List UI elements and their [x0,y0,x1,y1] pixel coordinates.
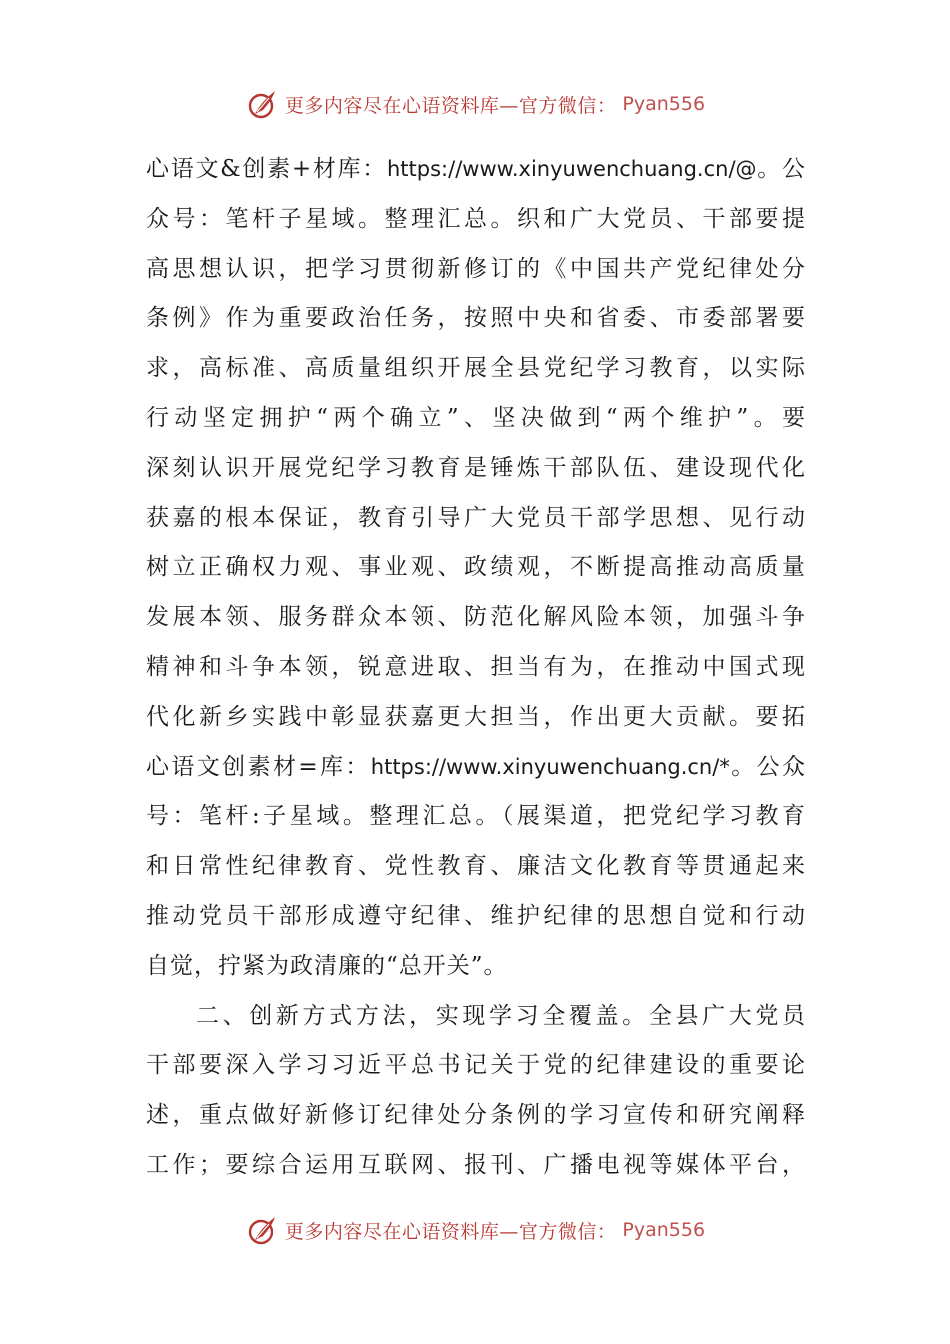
quill-logo-icon [245,86,281,122]
text-line: 高思想认识，把学习贯彻新修订的《中国共产党纪律处分 [146,255,806,282]
text-line: 和日常性纪律教育、党性教育、廉洁文化教育等贯通起来 [146,853,806,880]
watermark-wechat-id: Pyan556 [622,1219,706,1241]
text-line: 获嘉的根本保证，教育引导广大党员干部学思想、见行动 [146,504,806,531]
document-body [146,145,806,1191]
watermark-group [245,86,705,122]
text-line: 心语文创素材=库：https://www.xinyuwenchuang.cn/*。公众 [146,753,806,780]
watermark-group [245,1212,705,1248]
text-line: 发展本领、服务群众本领、防范化解风险本领，加强斗争 [146,604,806,631]
text-line: 心语文&创素+材库：https://www.xinyuwenchuang.cn/@。公 [146,156,806,182]
text-line: 号：笔杆:子星域。整理汇总。（展渠道，把党纪学习教育 [146,803,806,830]
text-line: 众号：笔杆子星域。整理汇总。织和广大党员、干部要提 [146,205,806,232]
text-line: 代化新乡实践中彰显获嘉更大担当，作出更大贡献。要拓 [146,703,806,730]
text-line: 条例》作为重要政治任务，按照中央和省委、市委部署要 [146,305,806,332]
text-line: 行动坚定拥护“两个确立”、坚决做到“两个维护”。要 [146,404,806,431]
quill-logo-icon [245,1212,281,1248]
watermark-text: 更多内容尽在心语资料库—官方微信： [284,94,617,117]
text-line: 工作；要综合运用互联网、报刊、广播电视等媒体平台， [146,1151,806,1178]
watermark-banner-bottom [0,1210,950,1250]
text-line: 述，重点做好新修订纪律处分条例的学习宣传和研究阐释 [146,1102,806,1129]
section-heading-line: 二、创新方式方法，实现学习全覆盖。全县广大党员 [196,1002,806,1029]
watermark-wechat-id: Pyan556 [622,93,706,115]
watermark-text: 更多内容尽在心语资料库—官方微信： [284,1220,617,1243]
url-link: https://www.xinyuwenchuang.cn/* [370,754,730,779]
text-line: 深刻认识开展党纪学习教育是锤炼干部队伍、建设现代化 [146,454,806,481]
text-line: 精神和斗争本领，锐意进取、担当有为，在推动中国式现 [146,653,806,680]
url-link: https://www.xinyuwenchuang.cn/@ [387,157,757,181]
paragraph-last-line: 自觉，拧紧为政清廉的“总开关”。 [146,952,508,979]
watermark-banner-top [0,84,950,124]
text-line: 树立正确权力观、事业观、政绩观，不断提高推动高质量 [146,554,806,581]
text-line: 干部要深入学习习近平总书记关于党的纪律建设的重要论 [146,1052,806,1079]
text-line: 求，高标准、高质量组织开展全县党纪学习教育，以实际 [146,355,806,382]
text-line: 推动党员干部形成遵守纪律、维护纪律的思想自觉和行动 [146,902,806,929]
